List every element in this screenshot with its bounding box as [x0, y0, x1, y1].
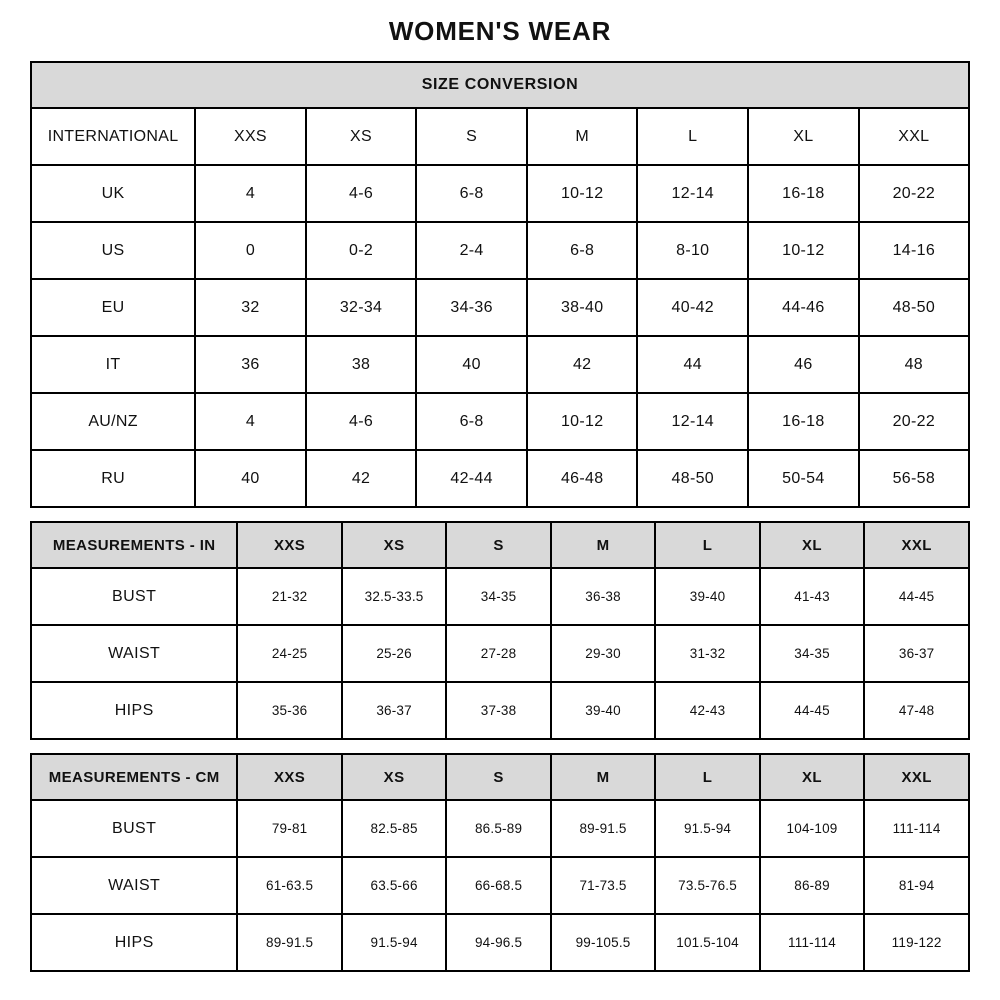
- value-cell: 41-43: [760, 568, 864, 625]
- value-cell: 34-36: [416, 279, 527, 336]
- value-cell: 40: [195, 450, 306, 507]
- table-row: [31, 222, 969, 279]
- value-cell: 38: [306, 336, 417, 393]
- page-title: WOMEN'S WEAR: [388, 16, 612, 46]
- row-label: BUST: [31, 800, 237, 857]
- value-cell: XXL: [859, 108, 969, 165]
- value-cell: 42: [306, 450, 417, 507]
- value-cell: 24-25: [237, 625, 341, 682]
- table-banner: SIZE CONVERSION: [31, 62, 969, 108]
- value-cell: 6-8: [416, 393, 527, 450]
- value-cell: 16-18: [748, 393, 859, 450]
- value-cell: XXS: [195, 108, 306, 165]
- table-row: [31, 568, 969, 625]
- column-header: XXL: [864, 522, 969, 568]
- column-header: XXL: [864, 754, 969, 800]
- value-cell: 4: [195, 165, 306, 222]
- value-cell: 46: [748, 336, 859, 393]
- value-cell: L: [637, 108, 748, 165]
- value-cell: 4-6: [306, 393, 417, 450]
- value-cell: 21-32: [237, 568, 341, 625]
- value-cell: M: [527, 108, 638, 165]
- table-row: [31, 914, 969, 971]
- value-cell: 36-37: [864, 625, 969, 682]
- value-cell: XL: [748, 108, 859, 165]
- value-cell: 39-40: [551, 682, 655, 739]
- value-cell: 63.5-66: [342, 857, 446, 914]
- column-header: XS: [342, 754, 446, 800]
- row-label: HIPS: [31, 914, 237, 971]
- value-cell: 38-40: [527, 279, 638, 336]
- value-cell: 91.5-94: [342, 914, 446, 971]
- value-cell: 46-48: [527, 450, 638, 507]
- value-cell: 82.5-85: [342, 800, 446, 857]
- value-cell: 50-54: [748, 450, 859, 507]
- measurements-cm-table: [30, 753, 970, 972]
- value-cell: 61-63.5: [237, 857, 341, 914]
- column-header: XS: [342, 522, 446, 568]
- value-cell: 0: [195, 222, 306, 279]
- value-cell: 36: [195, 336, 306, 393]
- table-row: [31, 857, 969, 914]
- value-cell: 40: [416, 336, 527, 393]
- table-row: [31, 336, 969, 393]
- size-conversion-table: [30, 61, 970, 508]
- row-label: HIPS: [31, 682, 237, 739]
- value-cell: 25-26: [342, 625, 446, 682]
- value-cell: 89-91.5: [551, 800, 655, 857]
- value-cell: 20-22: [859, 165, 969, 222]
- value-cell: 12-14: [637, 165, 748, 222]
- row-label: RU: [31, 450, 195, 507]
- value-cell: 44-46: [748, 279, 859, 336]
- row-label: INTERNATIONAL: [31, 108, 195, 165]
- value-cell: 48-50: [637, 450, 748, 507]
- row-label: AU/NZ: [31, 393, 195, 450]
- value-cell: 42: [527, 336, 638, 393]
- value-cell: 44-45: [760, 682, 864, 739]
- value-cell: 4-6: [306, 165, 417, 222]
- column-header: S: [446, 754, 550, 800]
- value-cell: 29-30: [551, 625, 655, 682]
- column-header: M: [551, 754, 655, 800]
- value-cell: S: [416, 108, 527, 165]
- value-cell: 71-73.5: [551, 857, 655, 914]
- value-cell: 31-32: [655, 625, 759, 682]
- table-row: [31, 279, 969, 336]
- value-cell: 42-44: [416, 450, 527, 507]
- measurements-in-table: [30, 521, 970, 740]
- value-cell: 89-91.5: [237, 914, 341, 971]
- row-label: US: [31, 222, 195, 279]
- value-cell: 36-37: [342, 682, 446, 739]
- value-cell: 10-12: [527, 165, 638, 222]
- header-row: [31, 522, 969, 568]
- value-cell: 44-45: [864, 568, 969, 625]
- value-cell: 119-122: [864, 914, 969, 971]
- value-cell: 79-81: [237, 800, 341, 857]
- value-cell: 104-109: [760, 800, 864, 857]
- table-row: [31, 625, 969, 682]
- row-label: WAIST: [31, 857, 237, 914]
- value-cell: 34-35: [446, 568, 550, 625]
- table-row: [31, 165, 969, 222]
- value-cell: 32-34: [306, 279, 417, 336]
- table-row: [31, 800, 969, 857]
- value-cell: 39-40: [655, 568, 759, 625]
- value-cell: 111-114: [760, 914, 864, 971]
- row-label: UK: [31, 165, 195, 222]
- row-label: WAIST: [31, 625, 237, 682]
- value-cell: 12-14: [637, 393, 748, 450]
- value-cell: 4: [195, 393, 306, 450]
- table-row: [31, 393, 969, 450]
- table-title: MEASUREMENTS - IN: [31, 522, 237, 568]
- value-cell: 37-38: [446, 682, 550, 739]
- table-row: [31, 450, 969, 507]
- row-label: BUST: [31, 568, 237, 625]
- value-cell: 35-36: [237, 682, 341, 739]
- value-cell: 36-38: [551, 568, 655, 625]
- value-cell: 10-12: [527, 393, 638, 450]
- value-cell: 111-114: [864, 800, 969, 857]
- value-cell: 20-22: [859, 393, 969, 450]
- value-cell: 47-48: [864, 682, 969, 739]
- table-row: [31, 108, 969, 165]
- value-cell: 56-58: [859, 450, 969, 507]
- value-cell: 40-42: [637, 279, 748, 336]
- value-cell: XS: [306, 108, 417, 165]
- value-cell: 48-50: [859, 279, 969, 336]
- column-header: XXS: [237, 522, 341, 568]
- value-cell: 73.5-76.5: [655, 857, 759, 914]
- table-title: MEASUREMENTS - CM: [31, 754, 237, 800]
- value-cell: 86.5-89: [446, 800, 550, 857]
- row-label: EU: [31, 279, 195, 336]
- value-cell: 44: [637, 336, 748, 393]
- column-header: XL: [760, 522, 864, 568]
- column-header: S: [446, 522, 550, 568]
- value-cell: 32: [195, 279, 306, 336]
- value-cell: 8-10: [637, 222, 748, 279]
- column-header: XXS: [237, 754, 341, 800]
- value-cell: 32.5-33.5: [342, 568, 446, 625]
- value-cell: 6-8: [527, 222, 638, 279]
- row-label: IT: [31, 336, 195, 393]
- value-cell: 81-94: [864, 857, 969, 914]
- value-cell: 10-12: [748, 222, 859, 279]
- column-header: L: [655, 754, 759, 800]
- value-cell: 66-68.5: [446, 857, 550, 914]
- value-cell: 14-16: [859, 222, 969, 279]
- value-cell: 94-96.5: [446, 914, 550, 971]
- value-cell: 34-35: [760, 625, 864, 682]
- value-cell: 42-43: [655, 682, 759, 739]
- value-cell: 16-18: [748, 165, 859, 222]
- column-header: XL: [760, 754, 864, 800]
- header-row: [31, 754, 969, 800]
- column-header: L: [655, 522, 759, 568]
- value-cell: 91.5-94: [655, 800, 759, 857]
- value-cell: 2-4: [416, 222, 527, 279]
- value-cell: 101.5-104: [655, 914, 759, 971]
- column-header: M: [551, 522, 655, 568]
- value-cell: 27-28: [446, 625, 550, 682]
- value-cell: 48: [859, 336, 969, 393]
- value-cell: 6-8: [416, 165, 527, 222]
- value-cell: 99-105.5: [551, 914, 655, 971]
- table-row: [31, 682, 969, 739]
- value-cell: 0-2: [306, 222, 417, 279]
- banner-row: [31, 62, 969, 108]
- value-cell: 86-89: [760, 857, 864, 914]
